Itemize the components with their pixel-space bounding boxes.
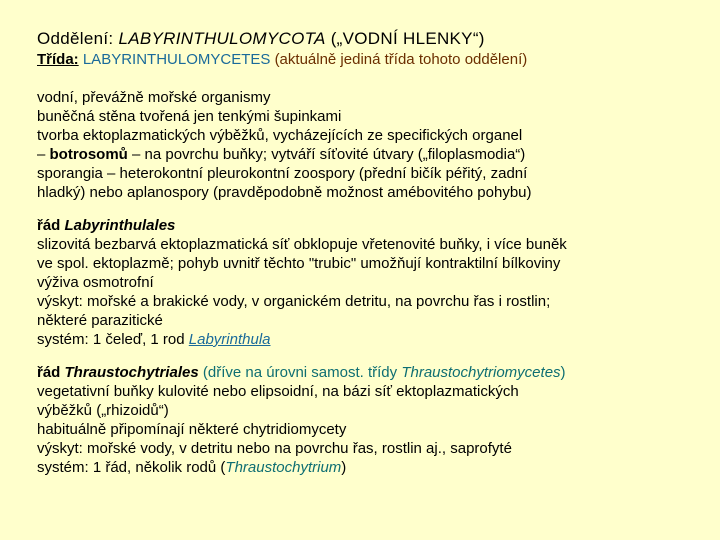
- order-line: některé parazitické: [37, 312, 163, 329]
- order-line: výživa osmotrofní: [37, 274, 154, 291]
- genus-link-labyrinthula[interactable]: Labyrinthula: [188, 331, 271, 348]
- order-note-close: ): [560, 364, 566, 381]
- order-labyrinthulales: [37, 216, 707, 349]
- order-line: výskyt: mořské vody, v detritu nebo na povrchu řas, rostlin aj., saprofyté: [37, 440, 512, 457]
- genus-thraustochytrium: Thraustochytrium: [225, 459, 342, 476]
- order-line: výskyt: mořské a brakické vody, v organickém detritu, na povrchu řas i rostlin;: [37, 293, 551, 310]
- system-prefix: systém: 1 řád, několik rodů (: [37, 459, 226, 476]
- order-name: Labyrinthulales: [64, 217, 176, 234]
- intro-line: tvorba ektoplazmatických výběžků, vycházejících ze specifických organel: [37, 127, 523, 144]
- intro-line: vodní, převážně mořské organismy: [37, 89, 271, 106]
- class-label: Třída:: [37, 51, 79, 68]
- intro-line: hladký) nebo aplanospory (pravděpodobně možnost amébovitého pohybu): [37, 184, 532, 201]
- order-line: vegetativní buňky kulovité nebo elipsoidní, na bázi síť ektoplazmatických: [37, 383, 519, 400]
- division-name: LABYRINTHULOMYCOTA: [118, 29, 326, 48]
- system-prefix: systém: 1 čeleď, 1 rod: [37, 331, 189, 348]
- order-thraustochytriales: [37, 363, 707, 477]
- intro-line: [37, 145, 707, 164]
- order-heading: [37, 363, 707, 382]
- slide-title: [37, 28, 707, 50]
- title-suffix: („VODNÍ HLENKY“): [325, 29, 485, 48]
- order-name: Thraustochytriales: [64, 364, 199, 381]
- intro-line: buněčná stěna tvořená jen tenkými šupinkami: [37, 108, 342, 125]
- order-label: řád: [37, 217, 65, 234]
- title-prefix: Oddělení:: [37, 29, 119, 48]
- intro-dash: –: [37, 146, 50, 163]
- intro-line: sporangia – heterokontní pleurokontní zoospory (přední bičík péřitý, zadní: [37, 165, 528, 182]
- order-heading: [37, 216, 707, 235]
- order-label: řád: [37, 364, 65, 381]
- slide: [37, 28, 707, 477]
- order-line: ve spol. ektoplazmě; pohyb uvnitř těchto "trubic" umožňují kontraktilní bílkoviny: [37, 255, 561, 272]
- system-suffix: ): [341, 459, 347, 476]
- order-line: výběžků („rhizoidů“): [37, 402, 169, 419]
- order-note: (dříve na úrovni samost. třídy: [198, 364, 402, 381]
- order-line: slizovitá bezbarvá ektoplazmatická síť obklopuje vřetenovité buňky, i více buněk: [37, 236, 567, 253]
- class-line: [37, 50, 707, 70]
- botrosome-term: botrosomů: [49, 146, 128, 163]
- intro-block: [37, 88, 707, 202]
- order-line: habituálně připomínají některé chytridiomycety: [37, 421, 347, 438]
- class-note: (aktuálně jediná třída tohoto oddělení): [274, 51, 528, 68]
- class-name: LABYRINTHULOMYCETES: [82, 51, 271, 68]
- order-line: [37, 458, 707, 477]
- former-class-name: Thraustochytriomycetes: [401, 364, 561, 381]
- intro-line-rest: – na povrchu buňky; vytváří síťovité útvary („filoplasmodia“): [127, 146, 526, 163]
- order-line: [37, 330, 707, 349]
